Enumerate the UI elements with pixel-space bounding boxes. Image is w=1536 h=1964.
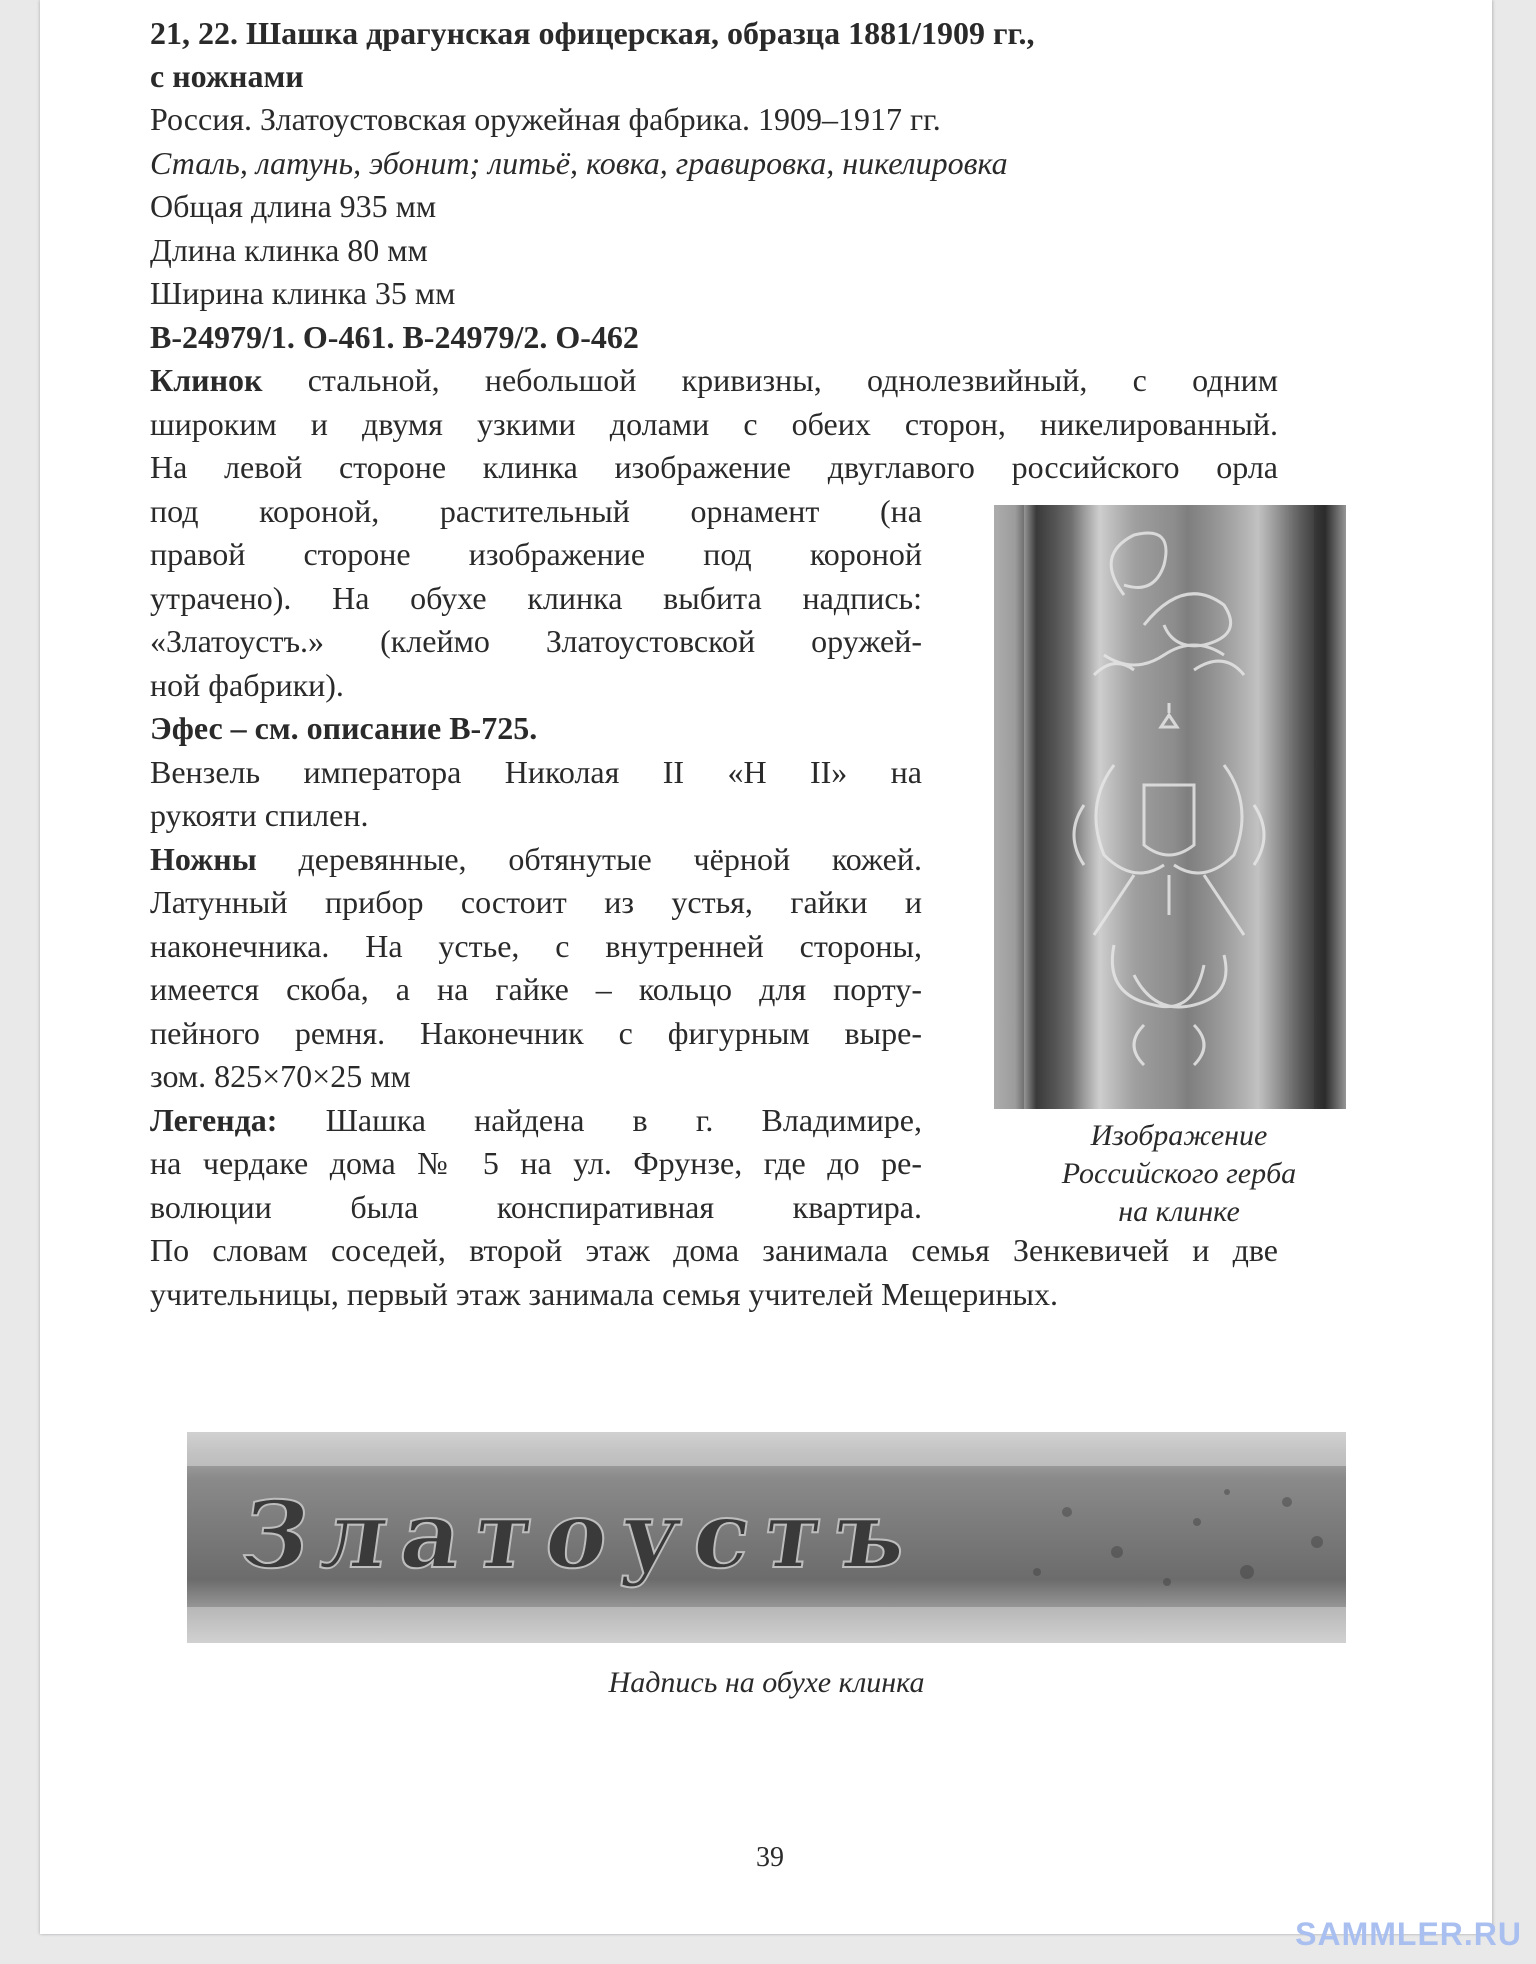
entry-title-line-2: с ножнами bbox=[150, 58, 304, 94]
blade-spine-inscription-photo bbox=[187, 1432, 1346, 1643]
legend-line-1: Легенда: Шашка найдена в г. Владимире, bbox=[150, 1101, 922, 1138]
scabbard-line-5: пейного ремня. Наконечник с фигурным выре- bbox=[150, 1014, 922, 1051]
scabbard-line-1: Ножны деревянные, обтянутые чёрной кожей. bbox=[150, 840, 922, 877]
scabbard-line-6: зом. 825×70×25 мм bbox=[150, 1058, 411, 1094]
blade-width-line: Ширина клинка 35 мм bbox=[150, 275, 456, 311]
coat-of-arms-caption-line-1: Изображение bbox=[1090, 1119, 1268, 1152]
inventory-numbers: В-24979/1. О-461. В-24979/2. О-462 bbox=[150, 318, 639, 355]
blade-label: Клинок bbox=[150, 362, 263, 398]
monogram-line-1: Вензель императора Николая II «Н II» на bbox=[150, 753, 922, 790]
hilt-reference: Эфес – см. описание В-725. bbox=[150, 710, 538, 746]
monogram-line-2: рукояти спилен. bbox=[150, 797, 369, 833]
engraved-eagle-ornament bbox=[994, 505, 1346, 1109]
blade-description-line-6: утрачено). На обухе клинка выбита надпись: bbox=[150, 579, 922, 616]
blade-description-line-3: На левой стороне клинка изображение двуглавого российского орла bbox=[150, 449, 1278, 485]
spine-inscription-caption: Надпись на обухе клинка bbox=[608, 1666, 925, 1699]
blade-description-line-2: широким и двумя узкими долами с обеих сторон, никелированный. bbox=[150, 405, 1278, 442]
stamped-inscription bbox=[187, 1432, 1346, 1643]
scabbard-line-4: имеется скоба, а на гайке – кольцо для порту- bbox=[150, 971, 922, 1007]
coat-of-arms-caption bbox=[994, 1117, 1364, 1231]
scabbard-label: Ножны bbox=[150, 840, 257, 877]
blade-description-line-1: Клинок стальной, небольшой кривизны, однолезвийный, с одним bbox=[150, 362, 1278, 398]
legend-line-2: на чердаке дома № 5 на ул. Фрунзе, где до ре- bbox=[150, 1145, 922, 1181]
entry-title-line-1: 21, 22. Шашка драгунская офицерская, образца 1881/1909 гг., bbox=[150, 15, 1035, 51]
total-length-line: Общая длина 935 мм bbox=[150, 188, 437, 224]
site-watermark: SAMMLER.RU bbox=[1295, 1916, 1522, 1952]
blade-coat-of-arms-photo bbox=[994, 505, 1346, 1109]
blade-description-line-8: ной фабрики). bbox=[150, 666, 344, 703]
inscription-text: Златоустъ bbox=[234, 1480, 928, 1589]
blade-description-line-7: «Златоустъ.» (клеймо Златоустовской оружей- bbox=[150, 623, 922, 659]
legend-line-4: По словам соседей, второй этаж дома занимала семья Зенкевичей и две bbox=[150, 1232, 1278, 1268]
blade-description-line-5: правой стороне изображение под короной bbox=[150, 536, 922, 572]
scabbard-line-3: наконечника. На устье, с внутренней стороны, bbox=[150, 927, 922, 964]
legend-line-3: волюции была конспиративная квартира. bbox=[150, 1188, 922, 1225]
page-number: 39 bbox=[756, 1842, 784, 1873]
origin-line: Россия. Златоустовская оружейная фабрика. 1909–1917 гг. bbox=[150, 101, 941, 137]
scabbard-line-2: Латунный прибор состоит из устья, гайки и bbox=[150, 884, 922, 920]
materials-line: Сталь, латунь, эбонит; литьё, ковка, гравировка, никелировка bbox=[150, 144, 1008, 181]
blade-description-line-4: под короной, растительный орнамент (на bbox=[150, 492, 922, 529]
legend-label: Легенда: bbox=[150, 1101, 278, 1138]
coat-of-arms-caption-line-3: на клинке bbox=[1118, 1195, 1240, 1228]
coat-of-arms-caption-line-2: Российского герба bbox=[1061, 1157, 1297, 1190]
legend-line-5: учительницы, первый этаж занимала семья учителей Мещериных. bbox=[150, 1275, 1058, 1312]
blade-length-line: Длина клинка 80 мм bbox=[150, 231, 428, 268]
